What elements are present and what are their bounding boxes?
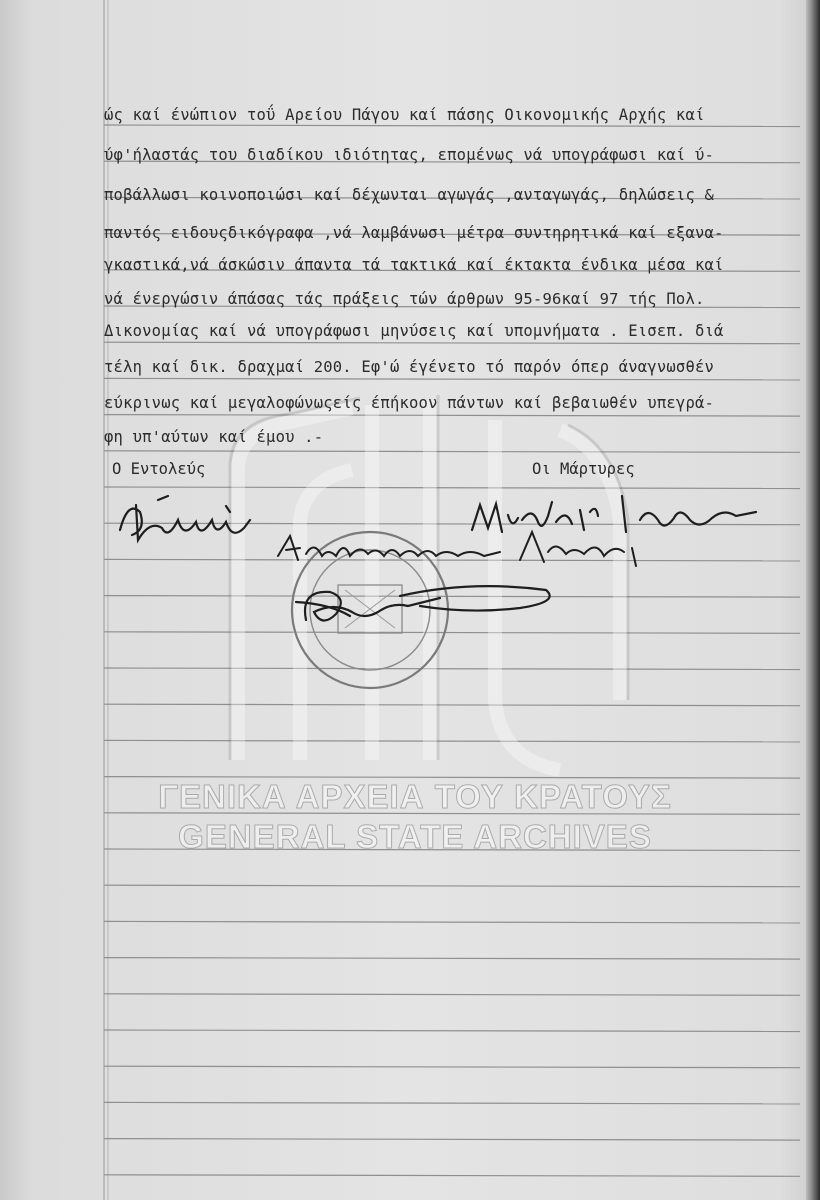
watermark-greek: ΓΕΝΙΚΑ ΑΡΧΕΙΑ ΤΟΥ ΚΡΑΤΟΥΣ — [158, 778, 672, 815]
watermark-english: GENERAL STATE ARCHIVES — [178, 818, 652, 855]
text-line: νά ένεργώσιν άπάσας τάς πράξεις τών άρθρων 95-96καί 97 τής Πολ. — [104, 290, 705, 308]
text-line: ώς καί ένώπιον τοΰ Αρείου Πάγου καί πάσης Οικονομικής Αρχής καί — [104, 106, 705, 124]
text-line: Δικονομίας καί νά υπογράφωσι μηνύσεις καί υπομνήματα . Εισεπ. διά — [104, 322, 724, 340]
text-line: φη υπ'αύτων καί έμου .- — [104, 428, 324, 446]
signature-principal — [120, 496, 250, 540]
signature-witness-1 — [472, 496, 756, 532]
signature-notary — [296, 586, 550, 620]
text-line: ύφ'ήλαστάς του διαδίκου ιδιότητας, επομένως νά υπογράφωσι καί ύ- — [104, 146, 715, 164]
text-line: παντός ειδουςδικόγραφα ,νά λαμβάνωσι μέτρα συντηρητικά καί εξανα- — [104, 224, 724, 242]
text-line: γκαστικά,νά άσκώσιν άπαντα τά τακτικά καί έκτακτα ένδικα μέσα καί — [104, 256, 724, 274]
principal-label: Ο Εντολεύς — [112, 460, 206, 478]
text-line: ποβάλλωσι κοινοποιώσι καί δέχωνται αγωγάς ,ανταγωγάς, δηλώσεις & — [104, 186, 715, 204]
text-line: εύκρινως καί μεγαλοφώνωςείς έπήκοον πάντων καί βεβαιωθέν υπεγρά- — [104, 394, 715, 412]
witnesses-label: Οι Μάρτυρες — [532, 460, 635, 478]
signature-witness-2 — [278, 532, 636, 566]
text-line: τέλη καί δικ. δραχμαί 200. Εφ'ώ έγένετο τό παρόν όπερ άναγνωσθέν — [104, 358, 715, 376]
